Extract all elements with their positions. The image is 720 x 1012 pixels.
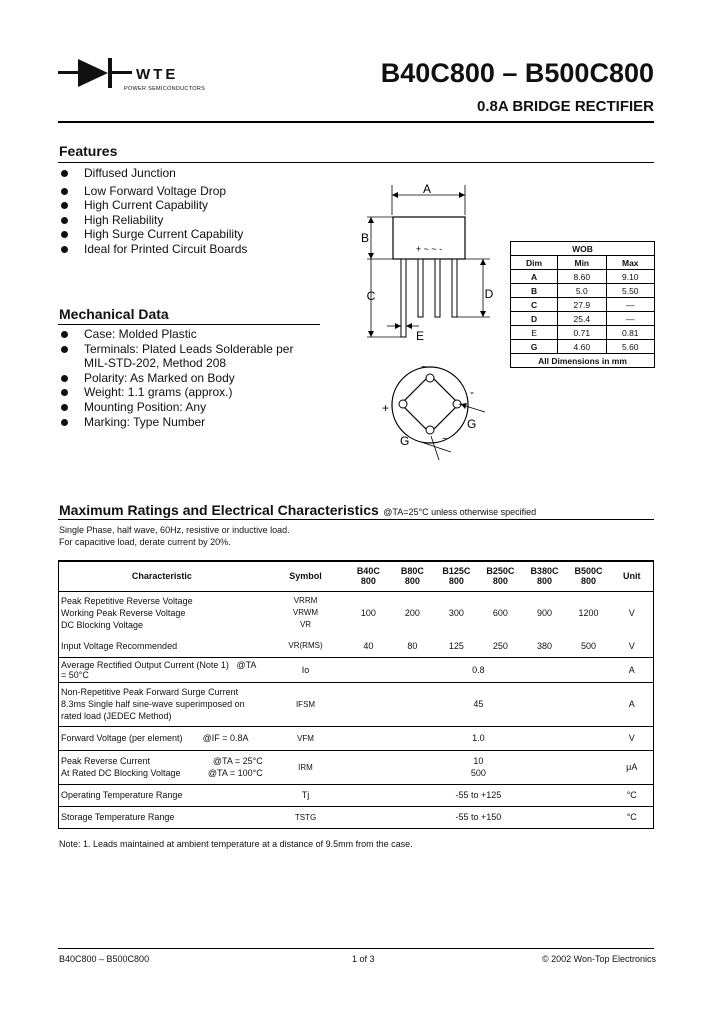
- list-item: Weight: 1.1 grams (approx.): [59, 385, 293, 400]
- dim-label-g-bottom: G: [400, 434, 410, 448]
- footer-copyright: © 2002 Won-Top Electronics: [541, 954, 656, 964]
- table-row: D 25.4 —: [511, 312, 655, 326]
- features-divider: [58, 162, 654, 163]
- dim-label-b: B: [360, 231, 370, 245]
- table-row: C 27.9 —: [511, 298, 655, 312]
- list-item: Ideal for Printed Circuit Boards: [59, 242, 247, 257]
- list-item: High Reliability: [59, 213, 247, 228]
- list-item: Low Forward Voltage Drop: [59, 184, 247, 199]
- list-item: Case: Molded Plastic: [59, 327, 293, 342]
- dim-header: Dim: [511, 256, 558, 270]
- list-item: Terminals: Plated Leads Solderable per: [59, 342, 293, 357]
- ratings-condition: @TA=25°C unless otherwise specified: [383, 507, 537, 517]
- mechanical-divider: [58, 324, 320, 325]
- table-row: E 0.71 0.81: [511, 326, 655, 340]
- mechanical-list: [59, 327, 293, 429]
- ratings-divider: [58, 519, 654, 520]
- list-item: Marking: Type Number: [59, 415, 293, 430]
- table-row: Forward Voltage (per element) @IF = 0.8A VFM 1.0 V: [59, 726, 654, 750]
- footnote: Note: 1. Leads maintained at ambient temperature at a distance of 9.5mm from the case.: [59, 839, 413, 849]
- pin-label-plus: +: [382, 401, 390, 415]
- dim-label-a: A: [422, 182, 432, 196]
- pin-label-minus: -: [470, 385, 474, 399]
- table-row: Peak Reverse Current @TA = 25°C At Rated DC Blocking Voltage @TA = 100°C IRM 10 500 μA: [59, 750, 654, 784]
- table-row: B 5.0 5.50: [511, 284, 655, 298]
- pin-labels: + ~ ~ -: [415, 244, 443, 254]
- list-item: Mounting Position: Any: [59, 400, 293, 415]
- page-subtitle: 0.8A BRIDGE RECTIFIER: [477, 98, 654, 115]
- dimension-table: [510, 241, 655, 368]
- dim-label-d: D: [484, 287, 494, 301]
- dim-label-g-right: G: [467, 417, 477, 431]
- table-row: Input Voltage Recommended VR(RMS) 40 80 125 250 380 500 V: [59, 635, 654, 657]
- dim-label-e: E: [415, 329, 425, 343]
- list-item: High Surge Current Capability: [59, 227, 247, 242]
- title-divider: [58, 121, 654, 123]
- table-row: Non-Repetitive Peak Forward Surge Current 8.3ms Single half sine-wave superimposed on rated load (JEDEC Method) IFSM 45 A: [59, 682, 654, 726]
- ratings-heading-row: [59, 502, 536, 520]
- pin-label-tilde-top: ~: [421, 362, 427, 373]
- ratings-note-2: For capacitive load, derate current by 20%.: [59, 537, 231, 547]
- dim-label-c: C: [366, 289, 376, 303]
- dim-header: Max: [606, 256, 654, 270]
- ratings-heading: Maximum Ratings and Electrical Characteristics: [59, 502, 379, 518]
- wte-logo-icon: [58, 55, 134, 91]
- list-item: Polarity: As Marked on Body: [59, 371, 293, 386]
- mechanical-heading: Mechanical Data: [59, 306, 169, 322]
- table-row: Storage Temperature Range TSTG -55 to +150 °C: [59, 806, 654, 828]
- pin-label-tilde-bottom: ~: [442, 434, 448, 445]
- list-item: High Current Capability: [59, 198, 247, 213]
- dim-table-package: WOB: [511, 242, 655, 256]
- page-title: B40C800 – B500C800: [380, 58, 654, 88]
- ratings-note-1: Single Phase, half wave, 60Hz, resistive or inductive load.: [59, 525, 290, 535]
- logo-subtitle: POWER SEMICONDUCTORS: [124, 86, 206, 92]
- footer-divider: [58, 948, 654, 949]
- package-outline-diagram: [355, 180, 505, 465]
- list-item-continuation: MIL-STD-202, Method 208: [84, 356, 227, 371]
- table-row: Average Rectified Output Current (Note 1) @TA = 50°C Io 0.8 A: [59, 657, 654, 682]
- table-row: A 8.60 9.10: [511, 270, 655, 284]
- logo-text: WTE: [136, 66, 179, 83]
- features-heading: Features: [59, 143, 118, 159]
- footer-part-range: B40C800 – B500C800: [59, 954, 150, 964]
- table-header-row: Characteristic Symbol B40C 800 B80C 800 B125C 800 B250C 800 B380C 800 B500C 800 Unit: [59, 561, 654, 591]
- table-row: Operating Temperature Range Tj -55 to +125 °C: [59, 784, 654, 806]
- ratings-table: [58, 560, 654, 829]
- table-row: G 4.60 5.60: [511, 340, 655, 354]
- footer-page-number: 1 of 3: [352, 954, 375, 964]
- features-list: [59, 166, 247, 257]
- list-item: Diffused Junction: [59, 166, 247, 181]
- dim-header: Min: [558, 256, 606, 270]
- dim-table-footer: All Dimensions in mm: [511, 354, 655, 368]
- table-row: Peak Repetitive Reverse Voltage Working Peak Reverse Voltage DC Blocking Voltage VRRM VRWM VR 100 200 300 600 900 1200 V: [59, 591, 654, 635]
